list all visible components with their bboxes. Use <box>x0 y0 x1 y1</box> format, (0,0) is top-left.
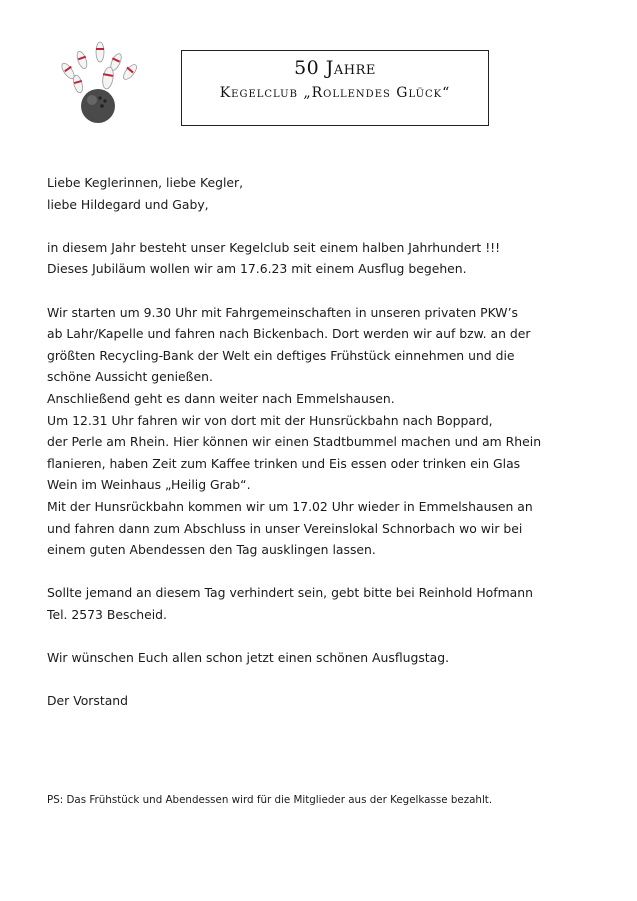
bowling-pins-ball-icon <box>52 38 144 130</box>
salutation-line: liebe Hildegard und Gaby, <box>47 196 209 212</box>
text-line: Anschließend geht es dann weiter nach Emmelshausen. <box>47 390 395 406</box>
text-line: Wein im Weinhaus „Heilig Grab“. <box>47 477 251 493</box>
text-line: Sollte jemand an diesem Tag verhindert sein, gebt bitte bei Reinhold Hofmann <box>47 585 533 601</box>
text-line: Wir starten um 9.30 Uhr mit Fahrgemeinschaften in unseren privaten PKW’s <box>47 304 518 320</box>
text-line: Dieses Jubiläum wollen wir am 17.6.23 mit einem Ausflug begehen. <box>47 261 467 277</box>
title-box <box>181 50 489 126</box>
text-line: Tel. 2573 Bescheid. <box>47 606 167 622</box>
text-line: flanieren, haben Zeit zum Kaffee trinken und Eis essen oder trinken ein Glas <box>47 455 521 471</box>
closing-wish: Wir wünschen Euch allen schon jetzt einen schönen Ausflugstag. <box>47 650 450 666</box>
text-line: größten Recycling-Bank der Welt ein deftiges Frühstück einnehmen und die <box>47 347 515 363</box>
letter-body <box>47 172 607 712</box>
text-line: Um 12.31 Uhr fahren wir von dort mit der Hunsrückbahn nach Boppard, <box>47 412 493 428</box>
title-anniversary: 50 Jahre <box>294 57 376 79</box>
text-line: ab Lahr/Kapelle und fahren nach Bickenbach. Dort werden wir auf bzw. an der <box>47 326 531 342</box>
signature: Der Vorstand <box>47 693 129 709</box>
text-line: Mit der Hunsrückbahn kommen wir um 17.02 Uhr wieder in Emmelshausen an <box>47 498 533 514</box>
text-line: in diesem Jahr besteht unser Kegelclub seit einem halben Jahrhundert !!! <box>47 239 501 255</box>
postscript: PS: Das Frühstück und Abendessen wird für die Mitglieder aus der Kegelkasse bezahlt. <box>47 794 493 806</box>
text-line: der Perle am Rhein. Hier können wir einen Stadtbummel machen und am Rhein <box>47 434 542 450</box>
salutation-line: Liebe Keglerinnen, liebe Kegler, <box>47 175 244 190</box>
text-line: einem guten Abendessen den Tag ausklingen lassen. <box>47 542 376 558</box>
text-line: schöne Aussicht genießen. <box>47 369 213 385</box>
text-line: und fahren dann zum Abschluss in unser Vereinslokal Schnorbach wo wir bei <box>47 520 523 536</box>
title-club-name: Kegelclub „Rollendes Glück“ <box>219 85 451 101</box>
